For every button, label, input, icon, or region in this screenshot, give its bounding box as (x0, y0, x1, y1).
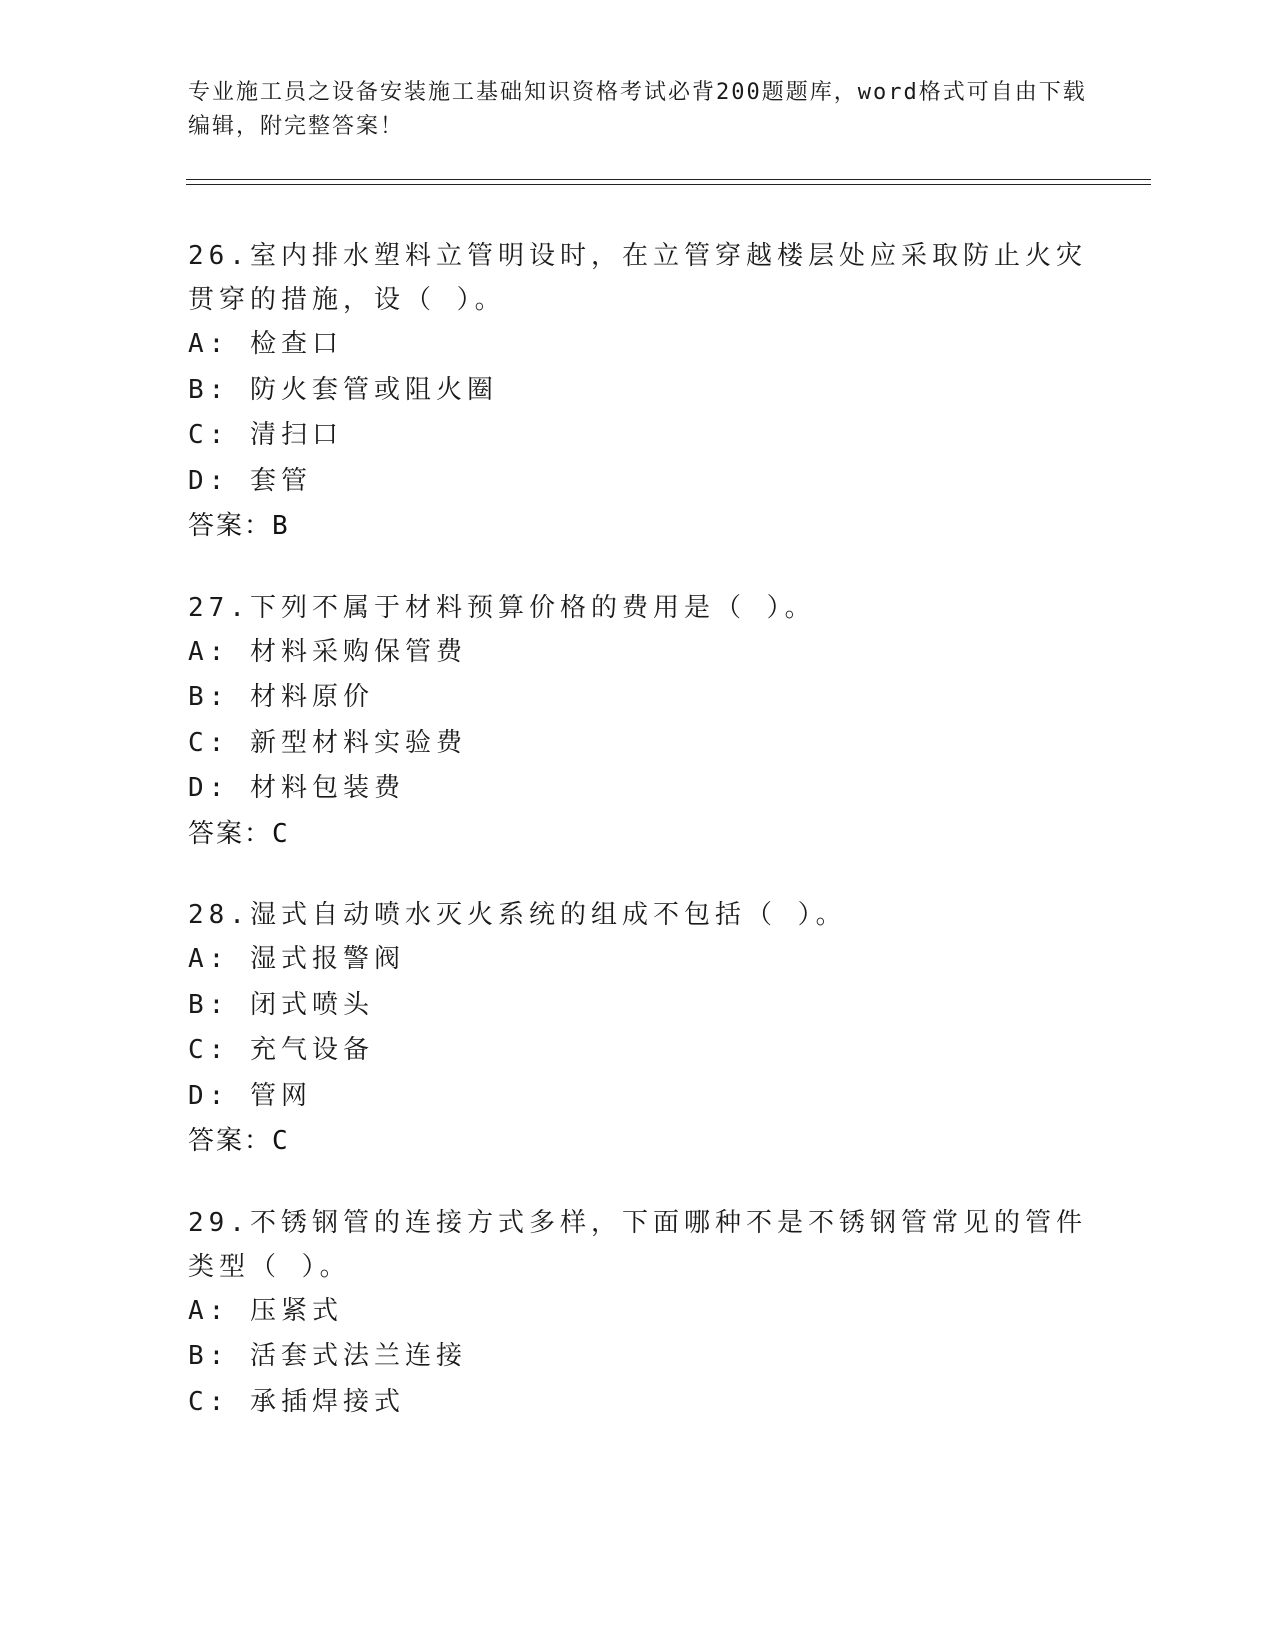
option-a: A: 检查口 (188, 329, 343, 359)
header-divider-top (186, 179, 1151, 180)
option-c: C: 充气设备 (188, 1035, 374, 1065)
option-c: C: 承插焊接式 (188, 1386, 405, 1417)
question-stem: 29.不锈钢管的连接方式多样，下面哪种不是不锈钢管常见的管件类型（ ）。 (188, 1207, 1087, 1282)
document-header: 专业施工员之设备安装施工基础知识资格考试必背200题题库，word格式可自由下载编辑，附完整答案！ (188, 80, 1087, 139)
option-d: D: 套管 (188, 465, 312, 496)
question-27 (188, 586, 1088, 858)
option-b: B: 材料原价 (188, 682, 374, 712)
option-b: B: 活套式法兰连接 (188, 1341, 467, 1371)
answer-label: 答案：C (188, 818, 290, 849)
option-a: A: 材料采购保管费 (188, 636, 467, 667)
answer-label: 答案：C (188, 1126, 290, 1156)
option-a: A: 压紧式 (188, 1295, 343, 1326)
option-d: D: 材料包装费 (188, 773, 405, 803)
option-a: A: 湿式报警阀 (188, 944, 405, 974)
option-b: B: 防火套管或阻火圈 (188, 374, 498, 405)
question-list (188, 234, 1088, 1461)
question-stem: 26.室内排水塑料立管明设时，在立管穿越楼层处应采取防止火灾贯穿的措施，设（ ）。 (188, 241, 1087, 315)
option-d: D: 管网 (188, 1080, 312, 1111)
option-c: C: 清扫口 (188, 420, 343, 450)
question-26 (188, 234, 1088, 550)
question-stem: 27.下列不属于材料预算价格的费用是（ ）。 (188, 592, 816, 623)
question-29 (188, 1201, 1088, 1426)
option-b: B: 闭式喷头 (188, 989, 374, 1020)
answer-label: 答案：B (188, 511, 290, 541)
question-stem: 28.湿式自动喷水灭火系统的组成不包括（ ）。 (188, 900, 847, 930)
question-28 (188, 893, 1088, 1165)
option-c: C: 新型材料实验费 (188, 727, 467, 758)
header-divider-bottom (186, 184, 1151, 185)
